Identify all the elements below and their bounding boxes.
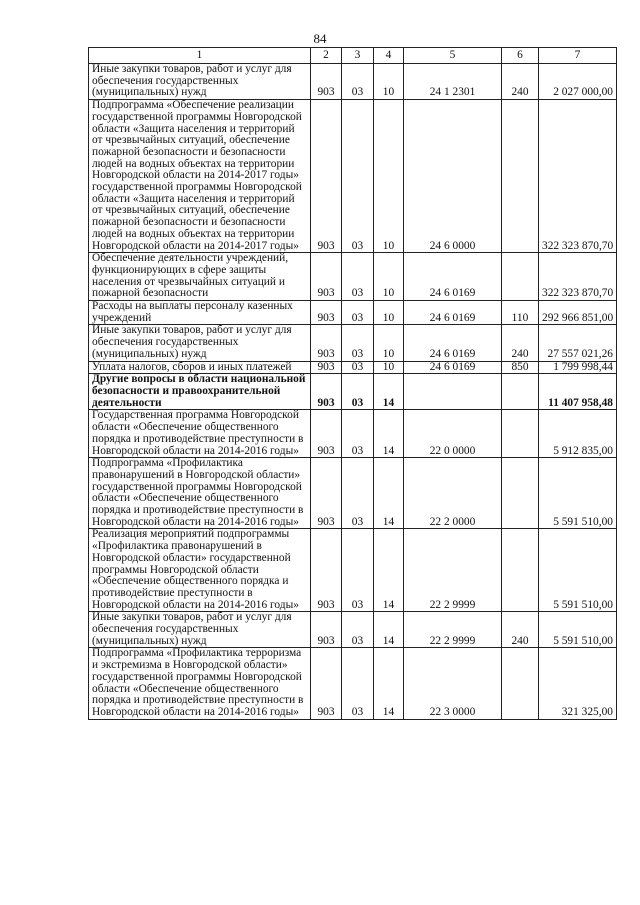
subsection-code-cell: 10 (374, 325, 404, 361)
row-name-cell: Подпрограмма «Обеспечение реализации государственной программы Новгородской области «Защита населения и территорий от чрезвычайных ситуаций, обеспечение пожарной безопасности и безопасности людей на водных объектах на территории Новгородской области на 2014-2017 годы» государственной программы Новгородской области «Защита населения и территорий от чрезвычайных ситуаций, обеспечение пожарной безопасности и безопасности людей на водных объектах на территории Новгородской области на 2014-2017 годы» (89, 100, 311, 253)
section-code-cell: 03 (342, 410, 374, 458)
section-code-cell: 03 (342, 100, 374, 253)
row-name-cell: Иные закупки товаров, работ и услуг для обеспечения государственных (муниципальных) нужд (89, 325, 311, 361)
expense-type-cell (502, 529, 539, 612)
table-row (89, 64, 617, 100)
target-article-cell: 22 2 9999 (404, 612, 502, 648)
section-code-cell: 03 (342, 612, 374, 648)
expense-type-cell (502, 253, 539, 301)
column-header: 4 (374, 48, 404, 64)
target-article-cell: 22 3 0000 (404, 648, 502, 719)
row-name-cell: Уплата налогов, сборов и иных платежей (89, 361, 311, 374)
column-header: 2 (311, 48, 342, 64)
table-row (89, 612, 617, 648)
subsection-code-cell: 10 (374, 253, 404, 301)
amount-cell: 5 591 510,00 (539, 612, 617, 648)
ministry-code-cell: 903 (311, 529, 342, 612)
table-row (89, 374, 617, 410)
expense-type-cell (502, 374, 539, 410)
target-article-cell: 24 6 0169 (404, 325, 502, 361)
target-article-cell: 22 2 0000 (404, 458, 502, 529)
table-body (89, 64, 617, 720)
amount-cell: 5 912 835,00 (539, 410, 617, 458)
subsection-code-cell: 10 (374, 361, 404, 374)
amount-cell: 322 323 870,70 (539, 100, 617, 253)
ministry-code-cell: 903 (311, 410, 342, 458)
section-code-cell: 03 (342, 301, 374, 325)
section-code-cell: 03 (342, 253, 374, 301)
amount-cell: 322 323 870,70 (539, 253, 617, 301)
ministry-code-cell: 903 (311, 612, 342, 648)
section-code-cell: 03 (342, 529, 374, 612)
table-row (89, 301, 617, 325)
target-article-cell (404, 374, 502, 410)
amount-cell: 1 799 998,44 (539, 361, 617, 374)
budget-table (88, 47, 617, 720)
section-code-cell: 03 (342, 325, 374, 361)
target-article-cell: 24 6 0169 (404, 301, 502, 325)
row-name-cell: Обеспечение деятельности учреждений, функционирующих в сфере защиты населения от чрезвычайных ситуаций и пожарной безопасности (89, 253, 311, 301)
table-row (89, 458, 617, 529)
amount-cell: 292 966 851,00 (539, 301, 617, 325)
ministry-code-cell: 903 (311, 361, 342, 374)
section-code-cell: 03 (342, 361, 374, 374)
subsection-code-cell: 14 (374, 612, 404, 648)
subsection-code-cell: 14 (374, 374, 404, 410)
table-row (89, 100, 617, 253)
table-row (89, 410, 617, 458)
target-article-cell: 22 0 0000 (404, 410, 502, 458)
amount-cell: 5 591 510,00 (539, 529, 617, 612)
subsection-code-cell: 10 (374, 100, 404, 253)
column-header: 1 (89, 48, 311, 64)
column-number-row (89, 48, 617, 64)
target-article-cell: 24 1 2301 (404, 64, 502, 100)
target-article-cell: 24 6 0000 (404, 100, 502, 253)
target-article-cell: 22 2 9999 (404, 529, 502, 612)
expense-type-cell: 110 (502, 301, 539, 325)
table-row (89, 361, 617, 374)
row-name-cell: Подпрограмма «Профилактика правонарушений в Новгородской области» государственной программы Новгородской области «Обеспечение общественного порядка и противодействие преступности в Новгородской области на 2014-2016 годы» (89, 458, 311, 529)
table-row (89, 325, 617, 361)
subsection-code-cell: 10 (374, 64, 404, 100)
expense-type-cell: 240 (502, 325, 539, 361)
ministry-code-cell: 903 (311, 325, 342, 361)
expense-type-cell: 240 (502, 64, 539, 100)
ministry-code-cell: 903 (311, 458, 342, 529)
ministry-code-cell: 903 (311, 301, 342, 325)
row-name-cell: Подпрограмма «Профилактика терроризма и экстремизма в Новгородской области» государственной программы Новгородской области «Обеспечение общественного порядка и противодействие преступности в Новгородской области на 2014-2016 годы» (89, 648, 311, 719)
row-name-cell: Реализация мероприятий подпрограммы «Профилактика правонарушений в Новгородской области» государственной программы Новгородской области «Обеспечение общественного порядка и противодействие преступности в Новгородской области на 2014-2016 годы» (89, 529, 311, 612)
row-name-cell: Иные закупки товаров, работ и услуг для обеспечения государственных (муниципальных) нужд (89, 612, 311, 648)
column-header: 3 (342, 48, 374, 64)
amount-cell: 2 027 000,00 (539, 64, 617, 100)
ministry-code-cell: 903 (311, 64, 342, 100)
column-header: 6 (502, 48, 539, 64)
section-code-cell: 03 (342, 648, 374, 719)
table-row (89, 253, 617, 301)
column-header: 5 (404, 48, 502, 64)
ministry-code-cell: 903 (311, 374, 342, 410)
expense-type-cell: 850 (502, 361, 539, 374)
target-article-cell: 24 6 0169 (404, 361, 502, 374)
ministry-code-cell: 903 (311, 648, 342, 719)
row-name-cell: Расходы на выплаты персоналу казенных учреждений (89, 301, 311, 325)
amount-cell: 27 557 021,26 (539, 325, 617, 361)
table-row (89, 529, 617, 612)
subsection-code-cell: 14 (374, 458, 404, 529)
section-code-cell: 03 (342, 64, 374, 100)
expense-type-cell (502, 458, 539, 529)
subsection-code-cell: 14 (374, 410, 404, 458)
expense-type-cell (502, 648, 539, 719)
section-code-cell: 03 (342, 458, 374, 529)
row-name-cell: Другие вопросы в области национальной безопасности и правоохранительной деятельности (89, 374, 311, 410)
row-name-cell: Иные закупки товаров, работ и услуг для обеспечения государственных (муниципальных) нужд (89, 64, 311, 100)
expense-type-cell (502, 410, 539, 458)
expense-type-cell: 240 (502, 612, 539, 648)
subsection-code-cell: 10 (374, 301, 404, 325)
amount-cell: 5 591 510,00 (539, 458, 617, 529)
ministry-code-cell: 903 (311, 100, 342, 253)
amount-cell: 321 325,00 (539, 648, 617, 719)
page-number: 84 (313, 31, 327, 46)
amount-cell: 11 407 958,48 (539, 374, 617, 410)
table-row (89, 648, 617, 719)
subsection-code-cell: 14 (374, 529, 404, 612)
row-name-cell: Государственная программа Новгородской области «Обеспечение общественного порядка и противодействие преступности в Новгородской области на 2014-2016 годы» (89, 410, 311, 458)
ministry-code-cell: 903 (311, 253, 342, 301)
section-code-cell: 03 (342, 374, 374, 410)
subsection-code-cell: 14 (374, 648, 404, 719)
expense-type-cell (502, 100, 539, 253)
column-header: 7 (539, 48, 617, 64)
target-article-cell: 24 6 0169 (404, 253, 502, 301)
